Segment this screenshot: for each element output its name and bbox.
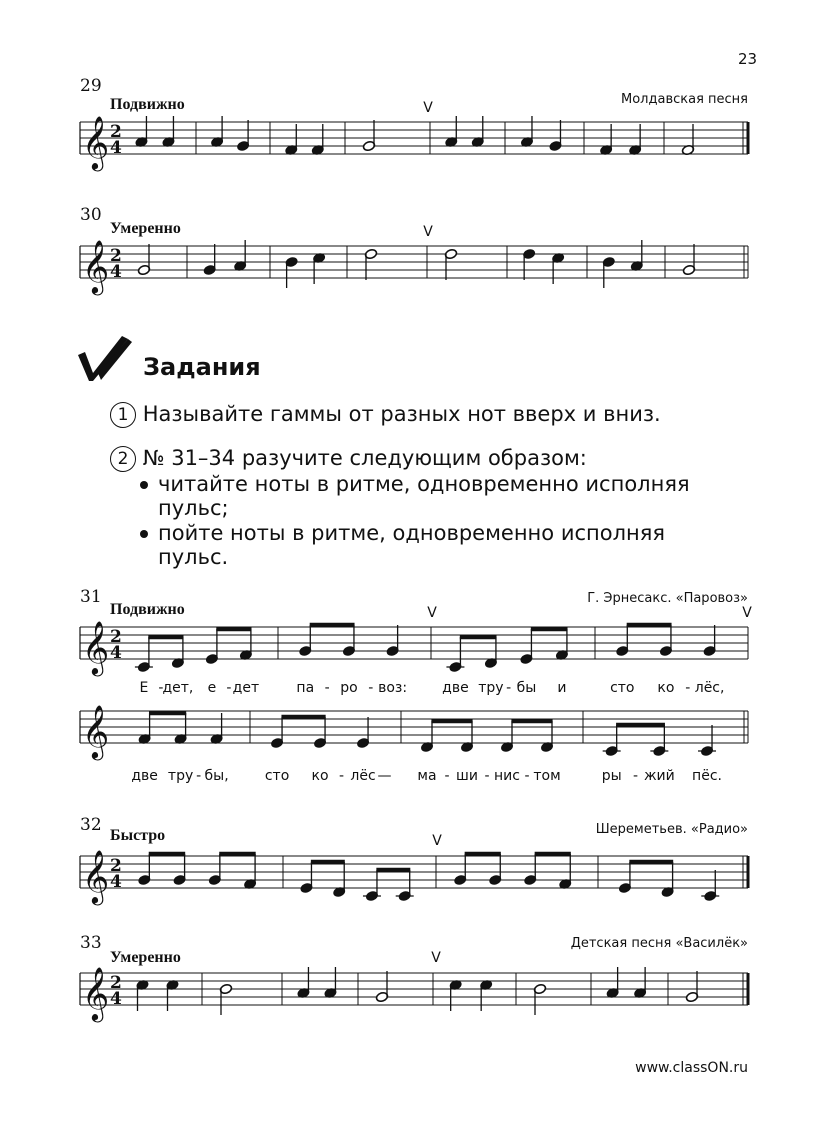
lyric-syllable: Е bbox=[139, 680, 149, 696]
source-32: Шереметьев. «Радио» bbox=[595, 822, 748, 837]
lyric-syllable: ро bbox=[340, 680, 358, 696]
task-text-2: № 31–34 разучите следующим образом: bbox=[142, 446, 587, 470]
treble-clef-icon: 𝄞 bbox=[82, 849, 110, 903]
lyric-syllable: е bbox=[207, 680, 217, 696]
lyric-syllable: сто bbox=[264, 768, 290, 784]
time-signature-bottom: 4 bbox=[110, 262, 122, 282]
source-33: Детская песня «Василёк» bbox=[570, 936, 748, 951]
footer-url: www.classON.ru bbox=[635, 1060, 748, 1076]
time-signature-top: 2 bbox=[110, 973, 122, 993]
lyric-syllable: тру bbox=[478, 680, 504, 696]
lyric-syllable: дет, bbox=[162, 680, 194, 696]
time-signature-top: 2 bbox=[110, 627, 122, 647]
pulse-mark: V bbox=[431, 950, 441, 966]
pulse-mark: V bbox=[742, 605, 752, 621]
pulse-mark: V bbox=[423, 100, 433, 116]
treble-clef-icon: 𝄞 bbox=[82, 620, 110, 674]
lyric-hyphen: - bbox=[158, 680, 164, 696]
exercise-number-33: 33 bbox=[80, 933, 102, 953]
time-signature-top: 2 bbox=[110, 122, 122, 142]
lyric-hyphen: - bbox=[685, 680, 691, 696]
lyric-syllable: воз: bbox=[378, 680, 408, 696]
source-31: Г. Эрнесакс. «Паровоз» bbox=[587, 591, 748, 606]
task-text-1: Называйте гаммы от разных нот вверх и вниз. bbox=[142, 402, 661, 426]
lyric-hyphen: - bbox=[444, 768, 450, 784]
lyric-hyphen: - bbox=[368, 680, 374, 696]
lyric-syllable: нис bbox=[494, 768, 520, 784]
lyric-syllable: и bbox=[557, 680, 567, 696]
lyric-hyphen: - bbox=[524, 768, 530, 784]
lyric-syllable: па bbox=[296, 680, 315, 696]
time-signature-top: 2 bbox=[110, 246, 122, 266]
lyric-hyphen: - bbox=[196, 768, 202, 784]
exercise-number-31: 31 bbox=[80, 587, 102, 607]
bullet-2-line-2: пульс. bbox=[158, 545, 229, 569]
tempo-marking-30: Умеренно bbox=[110, 220, 181, 237]
task-number-1: 1 bbox=[110, 402, 136, 428]
lyric-syllable: ко bbox=[311, 768, 329, 784]
lyric-hyphen: — bbox=[377, 768, 392, 784]
exercise-number-30: 30 bbox=[80, 205, 102, 225]
lyric-syllable: пёс. bbox=[692, 768, 722, 784]
pulse-mark: V bbox=[423, 224, 433, 240]
source-29: Молдавская песня bbox=[621, 92, 748, 107]
tempo-marking-33: Умеренно bbox=[110, 949, 181, 966]
lyric-syllable: ши bbox=[456, 768, 478, 784]
lyric-syllable: две bbox=[442, 680, 469, 696]
page-number: 23 bbox=[738, 50, 758, 68]
exercise-number-29: 29 bbox=[80, 76, 102, 96]
task-number-2: 2 bbox=[110, 446, 136, 472]
time-signature-bottom: 4 bbox=[110, 872, 122, 892]
tempo-marking-29: Подвижно bbox=[110, 96, 185, 113]
bullet-2-line-1: пойте ноты в ритме, одновременно исполняя bbox=[158, 521, 666, 545]
lyric-syllable: две bbox=[131, 768, 158, 784]
lyric-syllable: ры bbox=[601, 768, 622, 784]
lyric-syllable: жий bbox=[643, 768, 675, 784]
lyric-syllable: сто bbox=[610, 680, 635, 696]
time-signature-bottom: 4 bbox=[110, 643, 122, 663]
time-signature-bottom: 4 bbox=[110, 138, 122, 158]
tasks-title: Задания bbox=[143, 353, 261, 381]
bullet-1-line-2: пульс; bbox=[158, 496, 229, 520]
lyric-hyphen: - bbox=[484, 768, 490, 784]
exercise-number-32: 32 bbox=[80, 815, 102, 835]
tempo-marking-32: Быстро bbox=[110, 827, 166, 844]
bullet-1-line-1: читайте ноты в ритме, одновременно исполняя bbox=[158, 472, 690, 496]
lyric-hyphen: - bbox=[632, 768, 639, 784]
lyric-hyphen: - bbox=[324, 680, 330, 696]
time-signature-top: 2 bbox=[110, 856, 122, 876]
time-signature-bottom: 4 bbox=[110, 989, 122, 1009]
lyric-syllable: лёс, bbox=[694, 680, 725, 696]
treble-clef-icon: 𝄞 bbox=[82, 115, 110, 169]
lyric-syllable: дет bbox=[232, 680, 260, 696]
tempo-marking-31: Подвижно bbox=[110, 601, 185, 618]
treble-clef-icon: 𝄞 bbox=[82, 239, 110, 293]
pulse-mark: V bbox=[432, 833, 442, 849]
lyric-syllable: ма bbox=[417, 768, 437, 784]
lyric-syllable: бы bbox=[516, 680, 537, 696]
lyric-hyphen: - bbox=[226, 680, 232, 696]
lyric-syllable: том bbox=[533, 768, 561, 784]
lyric-hyphen: - bbox=[339, 768, 345, 784]
lyric-hyphen: - bbox=[506, 680, 512, 696]
lyric-syllable: тру bbox=[167, 768, 194, 784]
treble-clef-icon: 𝄞 bbox=[82, 966, 110, 1020]
pulse-mark: V bbox=[427, 605, 437, 621]
lyric-syllable: лёс bbox=[350, 768, 376, 784]
lyric-syllable: ко bbox=[657, 680, 675, 696]
treble-clef-icon: 𝄞 bbox=[82, 704, 110, 758]
lyric-syllable: бы, bbox=[204, 768, 229, 784]
